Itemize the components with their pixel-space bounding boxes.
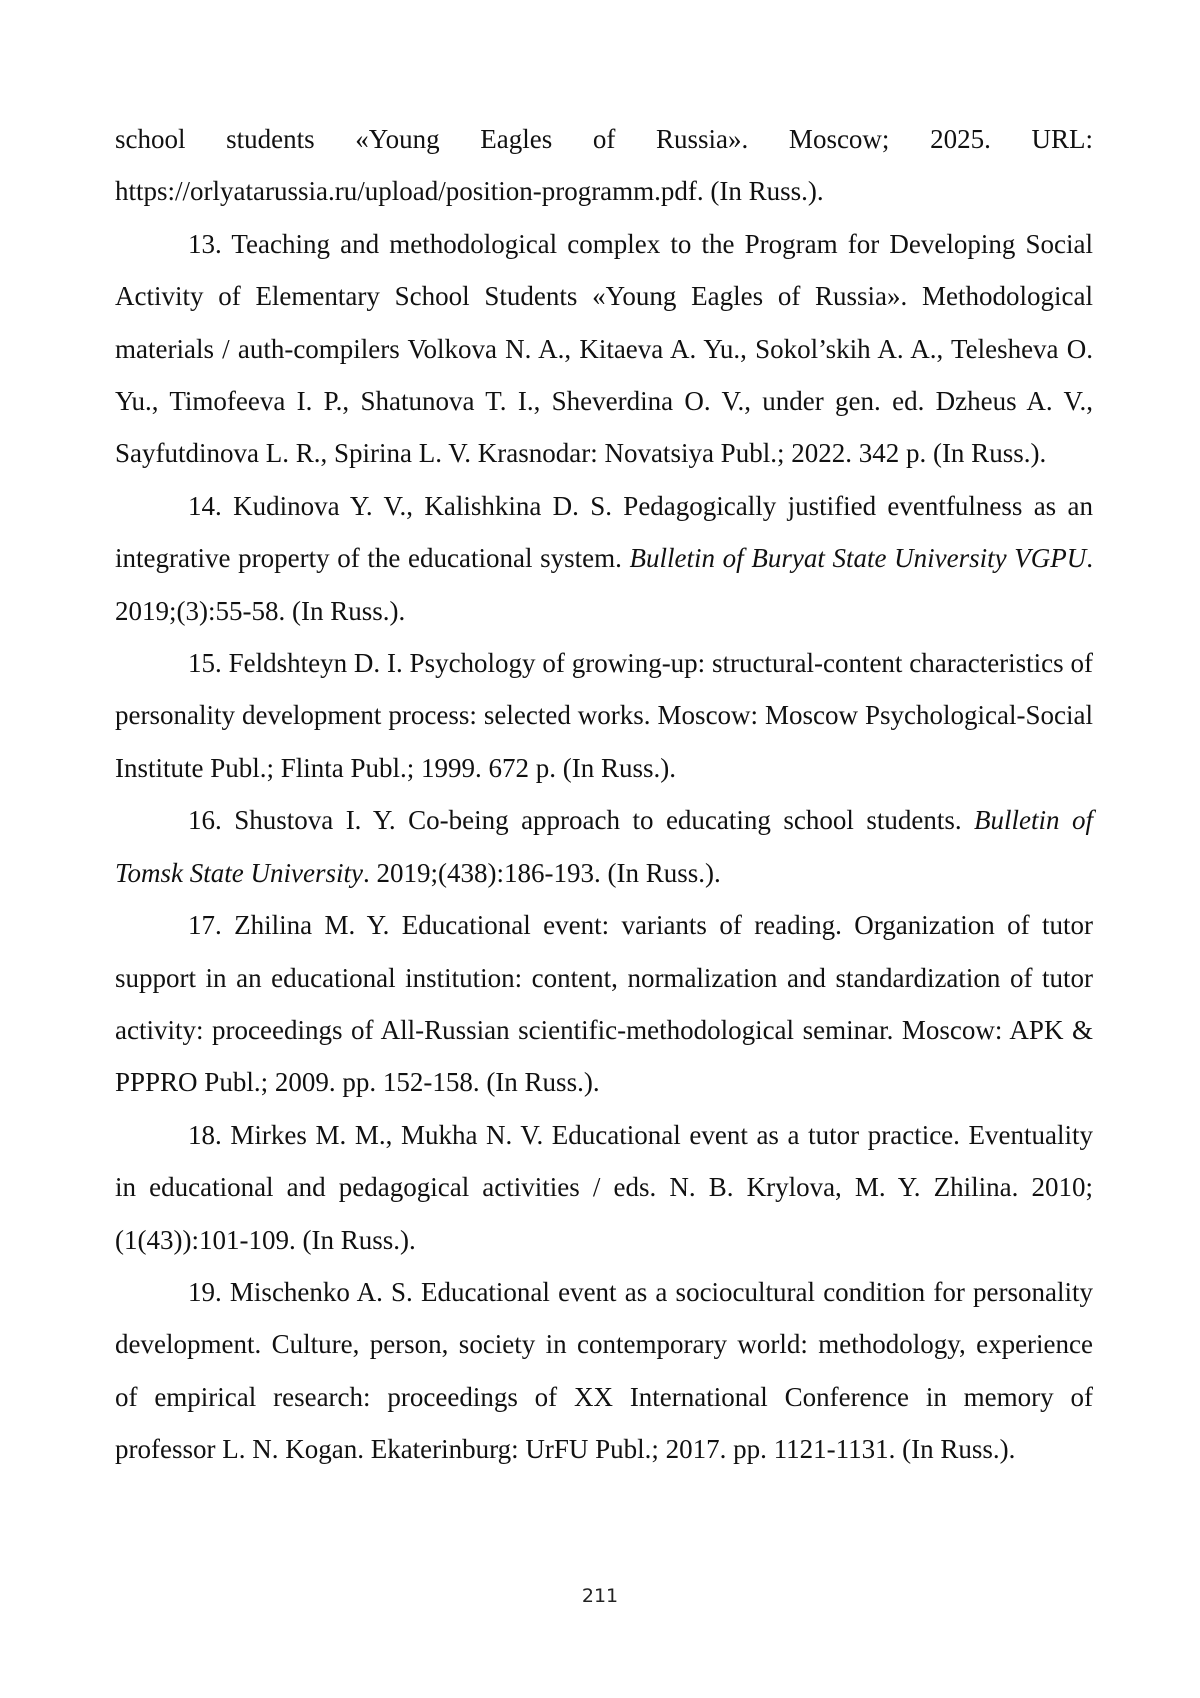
reference-17: 17. Zhilina M. Y. Educational event: variants of reading. Organization of tutor support in an educational institution: content, normalization and standardization of tutor activity: proceedings of All-Russian scientific-methodological seminar. Moscow: APK & PPPRO Publ.; 2009. pp. 152-158. (In Russ.). [115, 910, 1093, 1098]
reference-16-journal: Bulletin of Tomsk State University [115, 805, 1093, 888]
reference-14-details: . 2019;(3):55-58. (In Russ.). [115, 543, 1093, 626]
reference-14-text: 14. Kudinova Y. V., Kalishkina D. S. Pedagogically justified eventfulness as an integrative property of the educational system. [115, 490, 1093, 574]
reference-14-journal: Bulletin of Buryat State University VGPU [629, 543, 1087, 574]
reference-continuation-line-1: school students «Young Eagles of Russia». Moscow; 2025. URL: [115, 124, 1093, 154]
reference-14 [115, 480, 1093, 637]
reference-19: 19. Mischenko A. S. Educational event as a sociocultural condition for personality development. Culture, person, society in contemporary world: methodology, experience of empirical research: proceedings of XX International Conference in memory of professor L. N. Kogan. Ekaterinburg: UrFU Publ.; 2017. pp. 1121-1131. (In Russ.). [115, 1276, 1093, 1465]
reference-13: 13. Teaching and methodological complex to the Program for Developing Social Activity of Elementary School Students «Young Eagles of Russia». Methodological materials / auth-compilers Volkova N. A., Kitaeva A. Yu., Sokol’skih A. A., Telesheva O. Yu., Timofeeva I. P., Shatunova T. I., Sheverdina O. V., under gen. ed. Dzheus A. V., Sayfutdinova L. R., Spirina L. V. Krasnodar: Novatsiya Publ.; 2022. 342 p. (In Russ.). [115, 228, 1093, 469]
reference-continuation-url: https://orlyatarussia.ru/upload/position-programm.pdf. (In Russ.). [115, 176, 824, 207]
reference-16-text: 16. Shustova I. Y. Co-being approach to educating school students. [188, 805, 975, 836]
reference-15: 15. Feldshteyn D. I. Psychology of growing-up: structural-content characteristics of personality development process: selected works. Moscow: Moscow Psychological-Social Institute Publ.; Flinta Publ.; 1999. 672 p. (In Russ.). [115, 648, 1093, 783]
reference-18: 18. Mirkes M. M., Mukha N. V. Educational event as a tutor practice. Eventuality in educational and pedagogical activities / eds. N. B. Krylova, M. Y. Zhilina. 2010;(1(43)):101-109. (In Russ.). [115, 1119, 1093, 1255]
reference-16-details: . 2019;(438):186-193. (In Russ.). [362, 857, 721, 888]
page-number: 211 [581, 1585, 619, 1607]
reference-list [115, 113, 1093, 1476]
reference-16 [115, 794, 1093, 899]
